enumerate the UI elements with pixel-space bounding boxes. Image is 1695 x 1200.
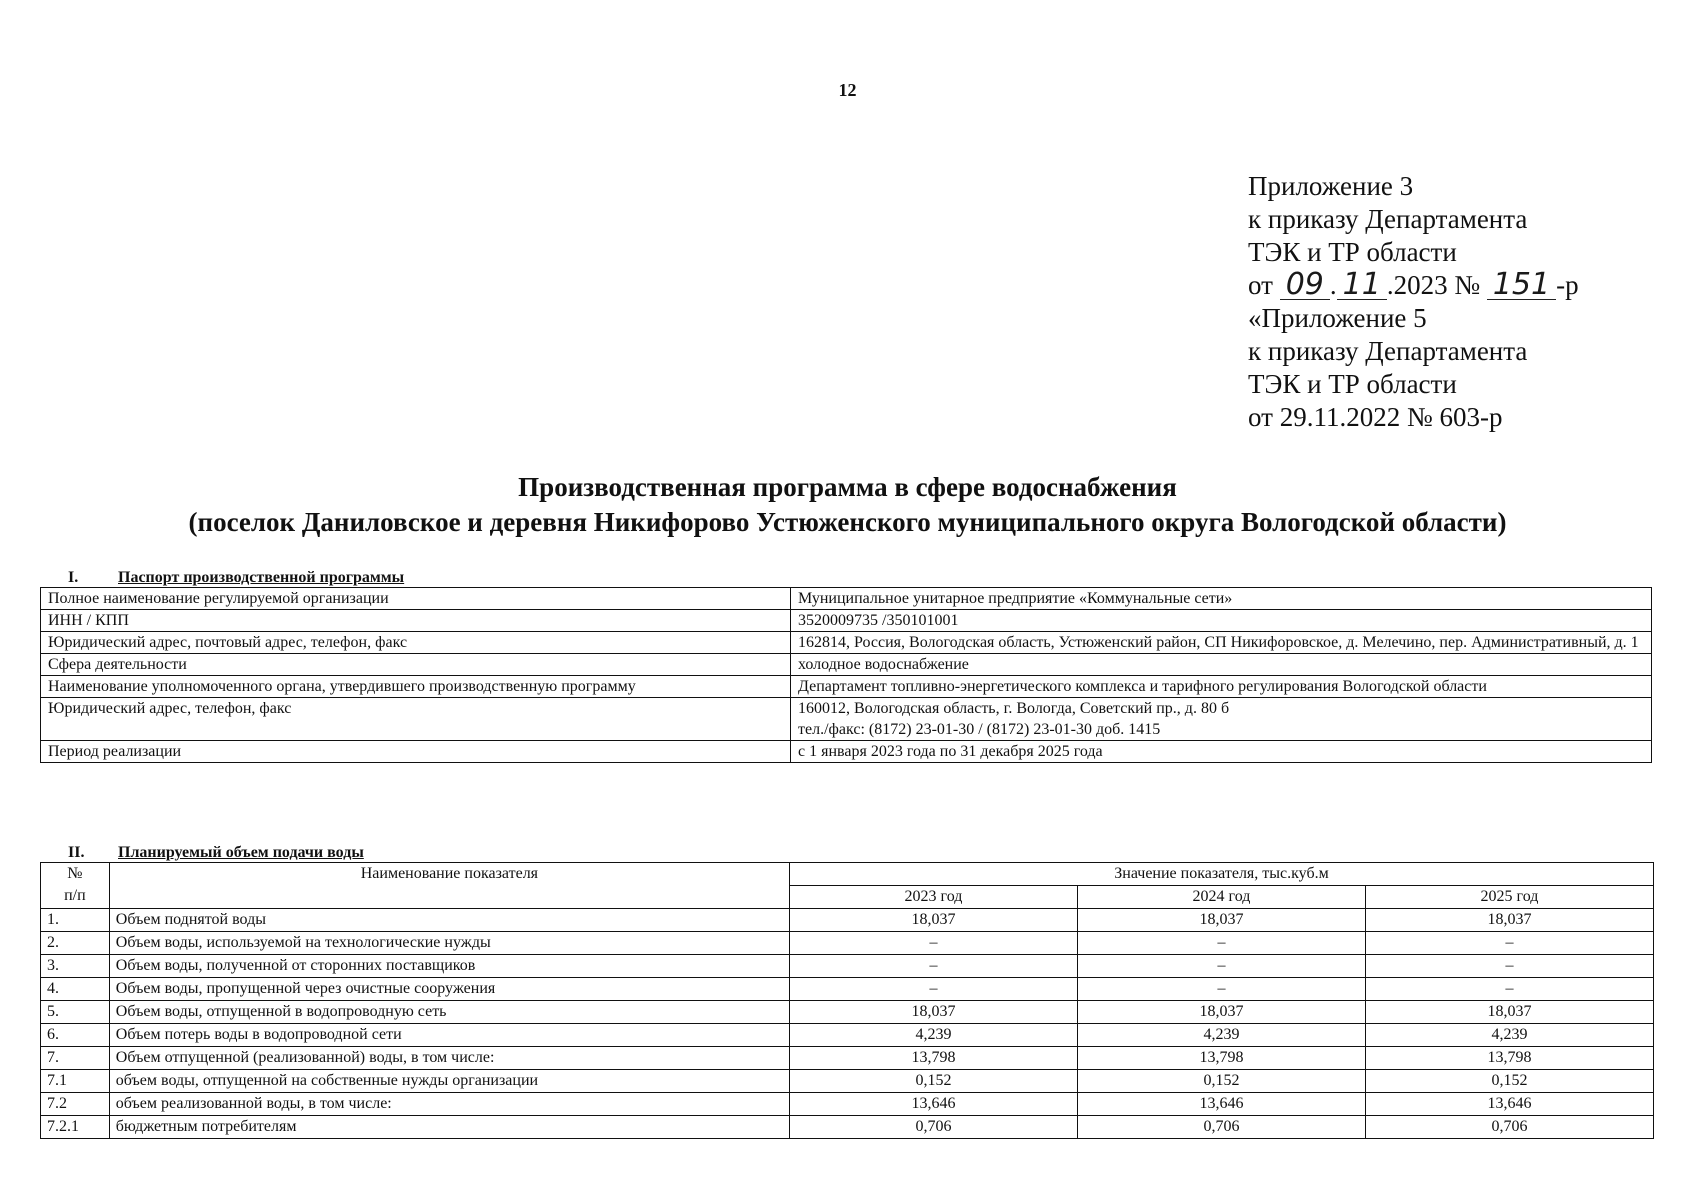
indicator-value: 13,798 (1077, 1047, 1365, 1070)
passport-label: Полное наименование регулируемой организации (41, 588, 791, 610)
title-subline: (поселок Даниловское и деревня Никифорово Устюженского муниципального округа Вологодской области) (188, 507, 1507, 537)
table-row (41, 1116, 1654, 1139)
indicator-name: Объем отпущенной (реализованной) воды, в том числе: (109, 1047, 789, 1070)
table-row (41, 978, 1654, 1001)
passport-value-text: 162814, Россия, Вологодская область, Устюженский район, СП Никифоровское, д. Мелечино, пер. Административный, д. 1 (798, 634, 1639, 651)
indicator-value: – (1077, 932, 1365, 955)
table-row (41, 1093, 1654, 1116)
indicator-value: – (1077, 955, 1365, 978)
section-title: Паспорт производственной программы (118, 569, 405, 586)
document-title (0, 470, 1695, 540)
table-row (41, 1047, 1654, 1070)
passport-value (791, 698, 1652, 741)
table-row (41, 932, 1654, 955)
passport-value-text: Муниципальное унитарное предприятие «Коммунальные сети» (798, 590, 1233, 607)
section-number: II. (68, 844, 85, 861)
header-year: 2025 год (1365, 886, 1653, 909)
passport-value-text: тел./факс: (8172) 23-01-30 / (8172) 23-01-30 доб. 1415 (798, 721, 1161, 738)
appendix-line: ТЭК и ТР области (1248, 237, 1457, 267)
passport-row (41, 676, 1652, 698)
indicator-value: 13,646 (1365, 1093, 1653, 1116)
order-dot: . (1329, 270, 1337, 300)
indicator-name: Объем потерь воды в водопроводной сети (109, 1024, 789, 1047)
passport-value (791, 676, 1652, 698)
appendix-order-line (1248, 269, 1579, 302)
appendix-line: Приложение 3 (1248, 171, 1414, 201)
row-number: 1. (41, 909, 110, 932)
row-number: 7.2 (41, 1093, 110, 1116)
indicator-value: 0,706 (1077, 1116, 1365, 1139)
indicator-value: 18,037 (1365, 909, 1653, 932)
indicator-value: 18,037 (1077, 909, 1365, 932)
indicator-value: – (789, 978, 1077, 1001)
row-number: 4. (41, 978, 110, 1001)
handwritten-order-month: 11 (1337, 271, 1387, 300)
water-volume-table (40, 862, 1654, 1139)
indicator-value: – (789, 955, 1077, 978)
table-row (41, 909, 1654, 932)
passport-table (40, 587, 1652, 763)
row-number: 7. (41, 1047, 110, 1070)
passport-value (791, 588, 1652, 610)
passport-label: Период реализации (41, 741, 791, 763)
appendix-line: к приказу Департамента (1248, 204, 1528, 234)
passport-value-text: Департамент топливно-энергетического комплекса и тарифного регулирования Вологодской области (798, 678, 1487, 695)
page-number: 12 (838, 80, 857, 100)
passport-value (791, 632, 1652, 654)
table-row (41, 1070, 1654, 1093)
passport-label: Юридический адрес, телефон, факс (41, 698, 791, 741)
passport-value-text: 160012, Вологодская область, г. Вологда, Советский пр., д. 80 б (798, 700, 1230, 717)
appendix-line: «Приложение 5 (1248, 303, 1427, 333)
passport-value-text: с 1 января 2023 года по 31 декабря 2025 года (798, 743, 1103, 760)
indicator-name: объем воды, отпущенной на собственные нужды организации (109, 1070, 789, 1093)
section-number: I. (68, 569, 79, 586)
table-row (41, 1001, 1654, 1024)
indicator-value: – (1077, 978, 1365, 1001)
indicator-value: 0,152 (789, 1070, 1077, 1093)
order-suffix: -р (1556, 270, 1579, 300)
appendix-line: ТЭК и ТР области (1248, 369, 1457, 399)
order-year: .2023 № (1386, 270, 1481, 300)
section-title: Планируемый объем подачи воды (118, 844, 364, 861)
indicator-name: объем реализованной воды, в том числе: (109, 1093, 789, 1116)
row-number: 7.2.1 (41, 1116, 110, 1139)
appendix-block (1248, 170, 1579, 434)
passport-label: Сфера деятельности (41, 654, 791, 676)
indicator-value: 18,037 (789, 1001, 1077, 1024)
indicator-value: 13,646 (789, 1093, 1077, 1116)
passport-row (41, 654, 1652, 676)
passport-label: ИНН / КПП (41, 610, 791, 632)
header-number: № п/п (41, 863, 110, 909)
indicator-value: 0,152 (1365, 1070, 1653, 1093)
handwritten-order-day: 09 (1280, 271, 1330, 300)
section-heading-volume (68, 844, 364, 862)
indicator-value: 4,239 (1077, 1024, 1365, 1047)
indicator-value: 18,037 (789, 909, 1077, 932)
indicator-name: Объем воды, полученной от сторонних поставщиков (109, 955, 789, 978)
indicator-name: Объем воды, пропущенной через очистные сооружения (109, 978, 789, 1001)
indicator-value: – (1365, 978, 1653, 1001)
indicator-value: 0,152 (1077, 1070, 1365, 1093)
indicator-name: Объем воды, используемой на технологические нужды (109, 932, 789, 955)
indicator-value: – (1365, 955, 1653, 978)
indicator-value: 4,239 (1365, 1024, 1653, 1047)
passport-label: Юридический адрес, почтовый адрес, телефон, факс (41, 632, 791, 654)
table-row (41, 1024, 1654, 1047)
passport-value (791, 610, 1652, 632)
title-line: Производственная программа в сфере водоснабжения (518, 472, 1177, 502)
header-indicator-name: Наименование показателя (109, 863, 789, 909)
indicator-name: Объем поднятой воды (109, 909, 789, 932)
indicator-value: 13,798 (789, 1047, 1077, 1070)
indicator-value: 0,706 (789, 1116, 1077, 1139)
section-heading-passport (68, 569, 404, 587)
handwritten-order-number: 151 (1487, 271, 1556, 300)
table-row (41, 955, 1654, 978)
indicator-value: 4,239 (789, 1024, 1077, 1047)
indicator-value: – (789, 932, 1077, 955)
header-indicator-value: Значение показателя, тыс.куб.м (789, 863, 1653, 886)
passport-row (41, 610, 1652, 632)
passport-row (41, 698, 1652, 741)
indicator-value: – (1365, 932, 1653, 955)
passport-row (41, 741, 1652, 763)
header-year: 2023 год (789, 886, 1077, 909)
header-year: 2024 год (1077, 886, 1365, 909)
order-prefix: от (1248, 270, 1273, 300)
indicator-name: Объем воды, отпущенной в водопроводную сеть (109, 1001, 789, 1024)
passport-label: Наименование уполномоченного органа, утвердившего производственную программу (41, 676, 791, 698)
passport-row (41, 632, 1652, 654)
indicator-value: 0,706 (1365, 1116, 1653, 1139)
appendix-line: от 29.11.2022 № 603-р (1248, 402, 1503, 432)
passport-value (791, 741, 1652, 763)
passport-value-text: холодное водоснабжение (798, 656, 969, 673)
row-number: 5. (41, 1001, 110, 1024)
indicator-value: 18,037 (1077, 1001, 1365, 1024)
row-number: 3. (41, 955, 110, 978)
appendix-line: к приказу Департамента (1248, 336, 1528, 366)
row-number: 2. (41, 932, 110, 955)
indicator-value: 13,646 (1077, 1093, 1365, 1116)
indicator-value: 18,037 (1365, 1001, 1653, 1024)
passport-row (41, 588, 1652, 610)
row-number: 7.1 (41, 1070, 110, 1093)
passport-value (791, 654, 1652, 676)
indicator-name: бюджетным потребителям (109, 1116, 789, 1139)
indicator-value: 13,798 (1365, 1047, 1653, 1070)
passport-value-text: 3520009735 /350101001 (798, 612, 959, 629)
row-number: 6. (41, 1024, 110, 1047)
